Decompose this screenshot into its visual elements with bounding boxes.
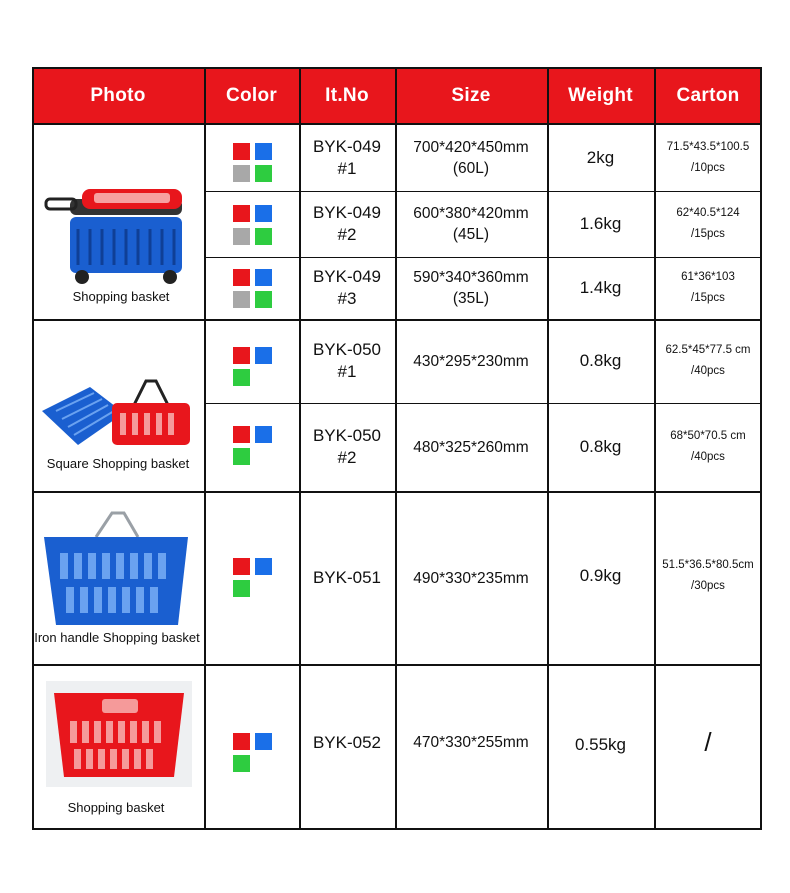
swatch-red [233,143,250,160]
table-header-row [32,67,762,124]
size-dimensions: 480*325*260mm [413,438,529,456]
item-number [299,665,395,820]
grid-line [760,67,762,830]
carton-cell [654,124,762,191]
item-variant: #2 [337,448,357,467]
swatch-red [233,347,250,364]
item-variant: #1 [337,158,357,178]
carton-cell [654,491,762,661]
grid-line [32,828,762,830]
carton-cell [654,191,762,257]
product-spec-table [32,67,762,830]
carton-cell: / [704,727,712,757]
swatch-blue [255,143,272,160]
item-number [299,319,395,403]
photo-caption-2: Square Shopping basket [46,456,190,471]
item-code: BYK-049 [312,136,382,156]
grid-line [395,67,397,830]
photo-caption-1: Shopping basket [72,289,170,304]
carton-dimensions: 51.5*36.5*80.5cm [662,559,754,571]
grid-line [32,67,762,69]
carton-quantity: /15pcs [691,292,725,304]
size-dimensions: 430*295*230mm [413,352,529,370]
size-dimensions: 470*330*255mm [413,734,529,751]
swatch-blue [255,558,272,575]
grid-line [299,67,301,830]
photo-caption-4: Shopping basket [67,800,165,815]
grid-line [547,67,549,830]
item-number [299,124,395,191]
grid-line [32,67,34,830]
carton-quantity: /10pcs [691,161,725,174]
swatch-blue [255,426,272,443]
carton-cell [654,257,762,319]
carton-quantity: /15pcs [691,228,725,240]
size-cell [395,665,547,820]
swatch-green [233,448,250,465]
swatch-red [233,558,250,575]
item-number [299,491,395,665]
swatch-green [233,755,250,772]
grid-line [32,123,762,125]
weight-cell: 0.55kg [574,735,627,754]
size-volume: (45L) [452,226,490,243]
carton-quantity: /40pcs [691,365,725,377]
swatch-blue [255,269,272,286]
size-volume: (35L) [452,290,490,307]
carton-dimensions: 62*40.5*124 [676,207,740,219]
swatch-red [233,205,250,222]
photo-caption-3: Iron handle Shopping basket [34,630,200,645]
swatch-red [233,733,250,750]
item-number [299,257,395,319]
size-cell [395,191,547,257]
item-code: BYK-049 [312,203,382,222]
item-code: BYK-051 [312,568,382,587]
swatch-green [233,369,250,386]
carton-quantity: /40pcs [691,451,725,463]
swatch-green [255,291,272,308]
weight-cell: 1.6kg [579,214,622,233]
weight-cell: 0.8kg [579,437,622,456]
header-photo: Photo [90,84,146,106]
swatch-green [255,165,272,182]
swatch-blue [255,347,272,364]
header-weight: Weight [568,84,633,106]
grid-line [204,257,762,258]
item-code: BYK-050 [312,340,382,359]
size-cell [395,319,547,403]
item-variant: #1 [337,362,357,381]
item-number [299,403,395,491]
carton-dimensions: 68*50*70.5 cm [670,430,746,442]
grid-line [32,491,762,493]
item-variant: #2 [337,225,357,244]
header-itno: It.No [325,84,369,106]
size-dimensions: 590*340*360mm [413,269,529,286]
swatch-gray [233,291,250,308]
size-dimensions: 700*420*450mm [413,138,529,156]
size-cell [395,124,547,191]
item-number [299,191,395,257]
carton-cell [654,319,762,403]
swatch-red [233,269,250,286]
grid-line [204,67,206,830]
swatch-red [233,426,250,443]
size-cell [395,491,547,665]
swatch-blue [255,733,272,750]
carton-dimensions: 61*36*103 [681,271,735,283]
size-cell [395,257,547,319]
item-code: BYK-049 [312,267,382,286]
swatch-blue [255,205,272,222]
size-volume: (60L) [452,159,490,177]
swatch-gray [233,228,250,245]
header-color: Color [225,84,278,106]
red-basket-photo [46,681,192,787]
weight-cell: 1.4kg [579,278,622,297]
swatch-gray [233,165,250,182]
weight-cell: 0.8kg [579,351,622,370]
item-code: BYK-050 [312,426,382,445]
weight-cell: 2kg [586,147,615,167]
header-carton: Carton [676,84,740,106]
carton-dimensions: 71.5*43.5*100.5 [666,140,750,153]
item-code: BYK-052 [312,732,382,752]
iron-handle-basket-photo [40,507,192,632]
grid-line [32,319,762,321]
carton-dimensions: 62.5*45*77.5 cm [665,344,751,356]
header-size: Size [451,84,491,106]
swatch-green [255,228,272,245]
size-dimensions: 490*330*235mm [413,569,529,587]
rolling-basket-photo [42,177,192,287]
grid-line [654,67,656,830]
size-dimensions: 600*380*420mm [413,205,529,222]
grid-line [32,664,762,666]
square-basket-photo [38,373,198,453]
item-variant: #3 [337,289,357,308]
size-cell [395,403,547,491]
carton-quantity: /30pcs [691,580,725,592]
grid-line [204,403,762,404]
carton-cell [654,403,762,491]
grid-line [204,191,762,192]
weight-cell: 0.9kg [579,566,622,585]
swatch-green [233,580,250,597]
